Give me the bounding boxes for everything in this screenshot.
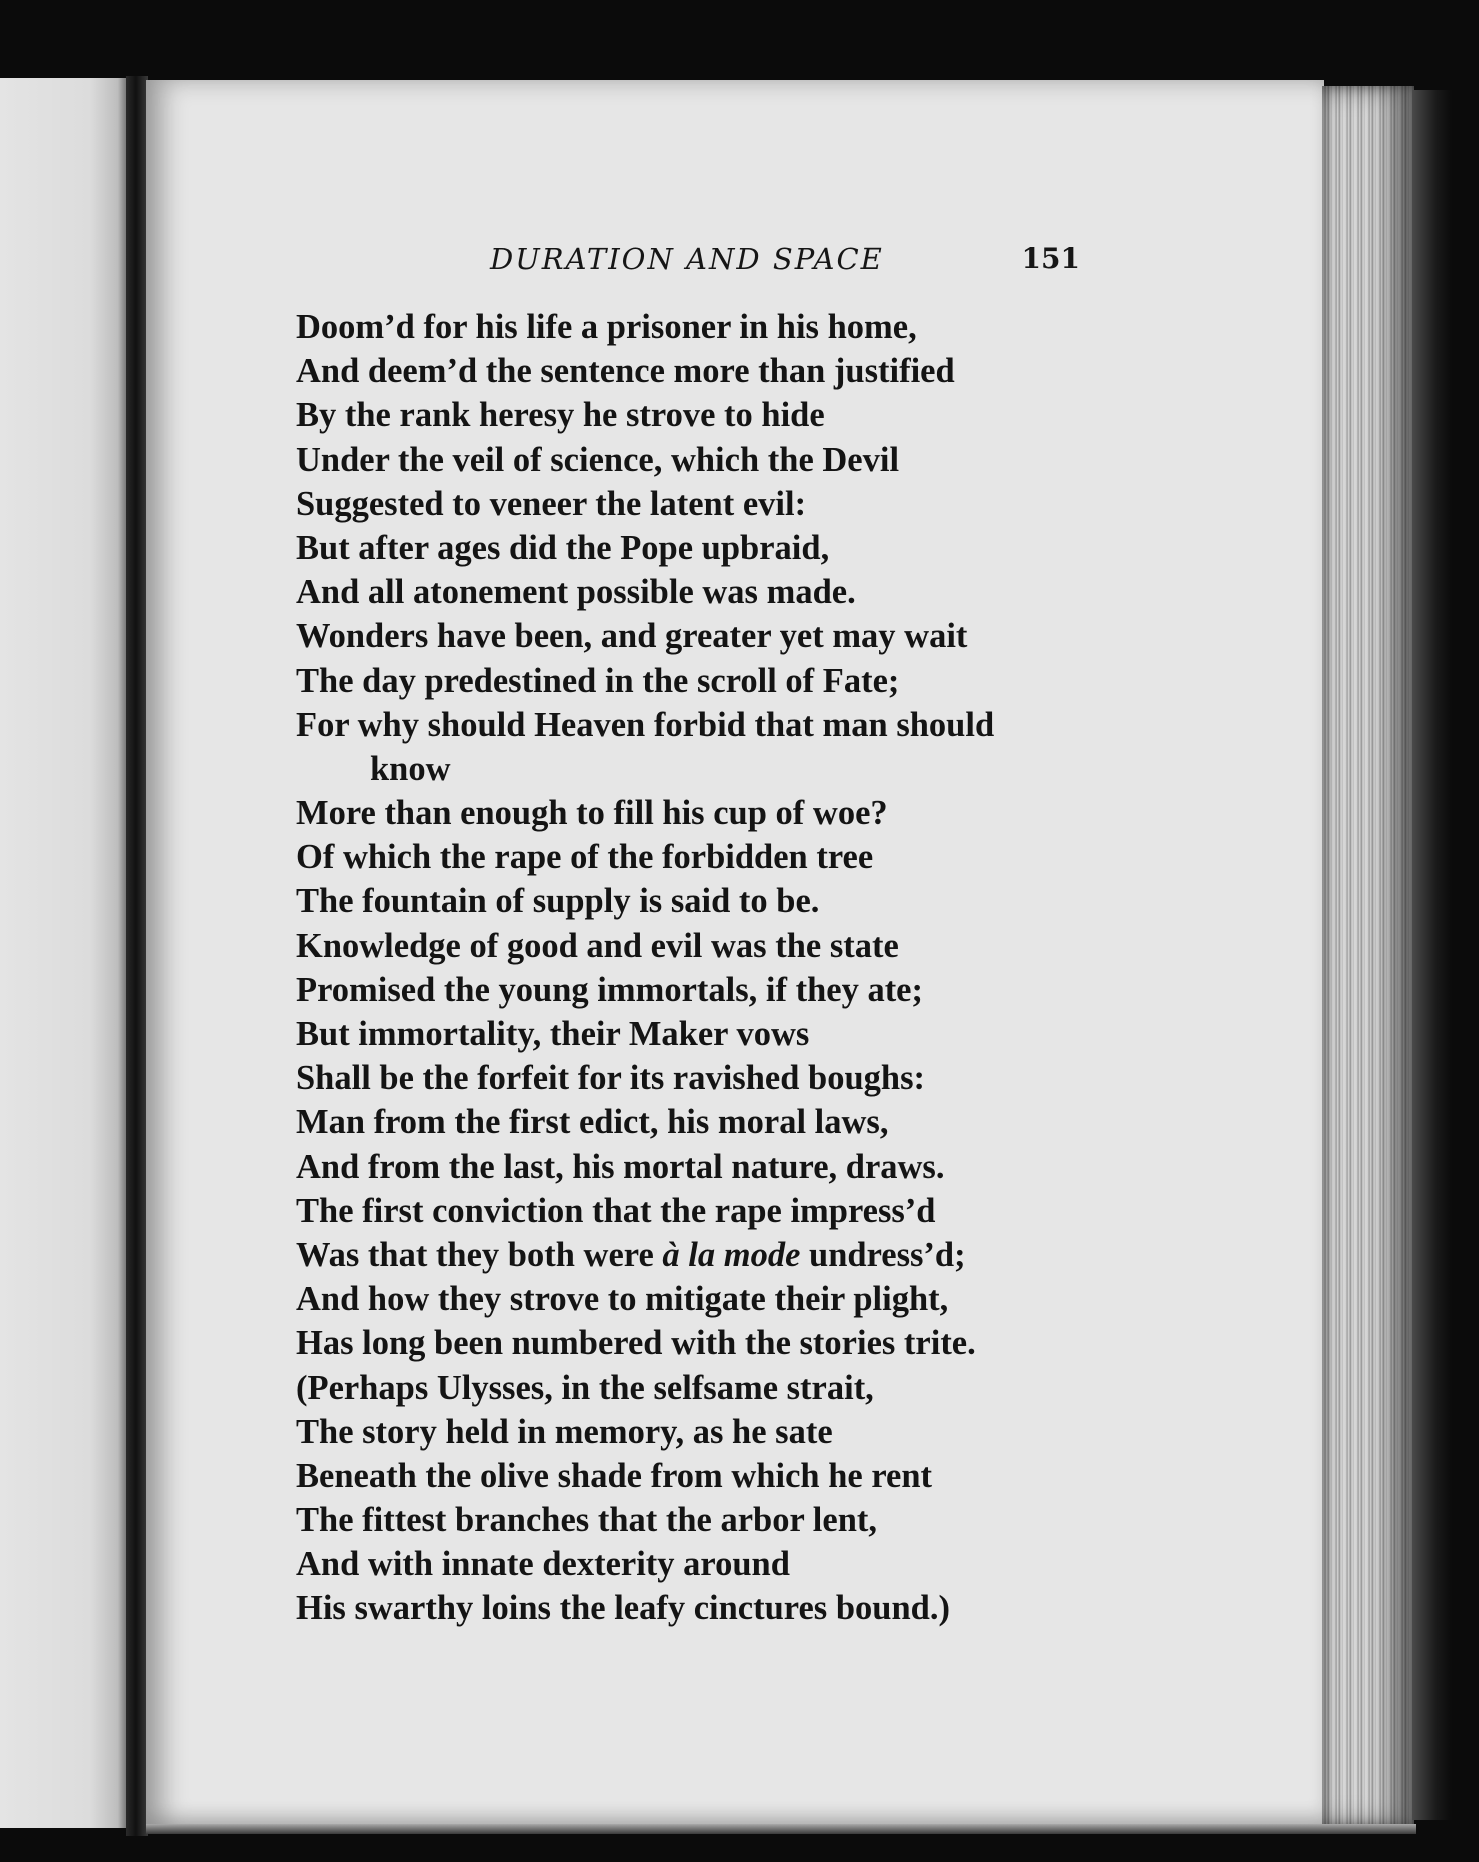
- poem-line: For why should Heaven forbid that man should: [296, 705, 995, 744]
- poem-line-end: undress’d;: [800, 1235, 966, 1274]
- poem-line: And all atonement possible was made.: [296, 573, 856, 612]
- page-block-shadow: [1412, 90, 1452, 1820]
- poem-text: [296, 305, 1096, 1631]
- poem-line: By the rank heresy he strove to hide: [296, 396, 825, 435]
- poem-line: Wonders have been, and greater yet may wait: [296, 617, 968, 656]
- poem-line: More than enough to fill his cup of woe?: [296, 794, 888, 833]
- poem-line: The first conviction that the rape impress’d: [296, 1191, 936, 1230]
- poem-line: [296, 1233, 1096, 1277]
- page-number: 151: [1021, 242, 1080, 275]
- poem-line: Under the veil of science, which the Devil: [296, 440, 900, 479]
- poem-line: Suggested to veneer the latent evil:: [296, 484, 807, 523]
- poem-line: His swarthy loins the leafy cinctures bound.): [296, 1589, 950, 1628]
- poem-line: (Perhaps Ulysses, in the selfsame strait,: [296, 1368, 874, 1407]
- page-bottom-edge: [146, 1824, 1416, 1834]
- poem-line: The story held in memory, as he sate: [296, 1412, 833, 1451]
- poem-line: And from the last, his mortal nature, draws.: [296, 1147, 945, 1186]
- poem-line: Man from the first edict, his moral laws,: [296, 1103, 889, 1142]
- poem-line: Of which the rape of the forbidden tree: [296, 838, 874, 877]
- poem-line: And with innate dexterity around: [296, 1545, 790, 1584]
- poem-line: But immortality, their Maker vows: [296, 1015, 810, 1053]
- poem-line: Knowledge of good and evil was the state: [296, 926, 899, 965]
- poem-line: Promised the young immortals, if they ate;: [296, 970, 923, 1009]
- poem-line: The day predestined in the scroll of Fate;: [296, 661, 900, 700]
- running-title: DURATION AND SPACE: [490, 242, 884, 276]
- poem-line: And how they strove to mitigate their plight,: [296, 1280, 949, 1319]
- poem-line-continuation: know: [370, 749, 451, 788]
- poem-line: The fittest branches that the arbor lent,: [296, 1501, 878, 1540]
- poem-line: But after ages did the Pope upbraid,: [296, 528, 830, 567]
- poem-line: Has long been numbered with the stories trite.: [296, 1324, 976, 1363]
- book-gutter: [126, 76, 148, 1836]
- poem-line: And deem’d the sentence more than justified: [296, 352, 955, 391]
- italic-phrase: à la mode: [662, 1235, 801, 1274]
- poem-line: Doom’d for his life a prisoner in his home,: [296, 308, 917, 346]
- poem-line: Shall be the forfeit for its ravished boughs:: [296, 1059, 926, 1098]
- running-header: [490, 242, 1080, 282]
- left-page-edge: [0, 78, 128, 1828]
- poem-line: Beneath the olive shade from which he rent: [296, 1456, 932, 1495]
- poem-line: The fountain of supply is said to be.: [296, 882, 820, 921]
- page-block-edges: [1322, 86, 1414, 1826]
- poem-line-start: Was that they both were: [296, 1235, 663, 1274]
